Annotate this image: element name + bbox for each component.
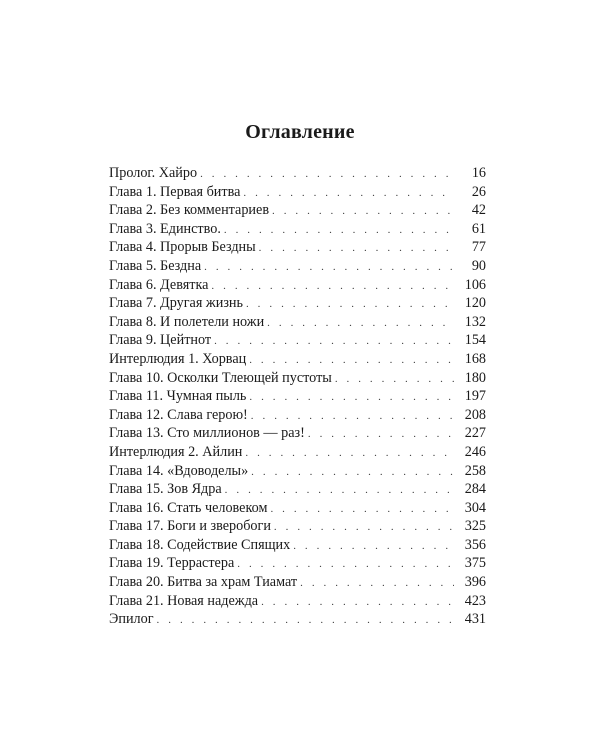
toc-entry-page: 132 [464, 313, 486, 330]
dot-leader [246, 295, 454, 314]
toc-entry-page: 61 [471, 220, 486, 237]
toc-entry-label: Глава 15. Зов Ядра [109, 481, 222, 498]
toc-entry-label: Глава 11. Чумная пыль [109, 388, 247, 405]
toc-entry [109, 554, 486, 573]
dot-leader [245, 444, 454, 463]
toc-entry-label: Глава 5. Бездна [109, 257, 202, 274]
toc-entry [109, 164, 486, 183]
dot-leader [293, 537, 454, 556]
toc-entry-page: 154 [464, 332, 486, 349]
toc-entry-label: Глава 6. Девятка [109, 276, 209, 293]
toc-entry [109, 350, 486, 369]
dot-leader [200, 165, 454, 184]
toc-entry [109, 573, 486, 592]
toc-entry [109, 462, 486, 481]
dot-leader [251, 463, 454, 482]
toc-entry-label: Интерлюдия 2. Айлин [109, 443, 243, 460]
toc-entry-page: 304 [464, 499, 486, 516]
toc-entry-page: 325 [464, 518, 486, 535]
toc-entry-label: Глава 18. Содействие Спящих [109, 536, 291, 553]
toc-entry-label: Глава 1. Первая битва [109, 183, 241, 200]
dot-leader [274, 518, 454, 537]
dot-leader [259, 239, 454, 258]
toc-entry-page: 168 [464, 350, 486, 367]
toc-entry-page: 197 [464, 388, 486, 405]
toc-entry-page: 208 [464, 406, 486, 423]
toc-entry-page: 258 [464, 462, 486, 479]
dot-leader [249, 351, 454, 370]
toc-entry-label: Глава 14. «Вдоводелы» [109, 462, 249, 479]
toc-entry-label: Глава 7. Другая жизнь [109, 295, 243, 312]
toc-entry-page: 180 [464, 369, 486, 386]
toc-entry-label: Глава 16. Стать человеком [109, 499, 268, 516]
dot-leader [204, 258, 454, 277]
dot-leader [237, 555, 454, 574]
toc-entry-label: Глава 20. Битва за храм Тиамат [109, 574, 298, 591]
toc-entry [109, 387, 486, 406]
toc-entry [109, 517, 486, 536]
toc-entry [109, 480, 486, 499]
toc-entry-label: Глава 8. И полетели ножи [109, 313, 265, 330]
toc-entry [109, 220, 486, 239]
toc-entry-page: 423 [464, 592, 486, 609]
toc-entry [109, 183, 486, 202]
toc-entry [109, 257, 486, 276]
toc-entry-page: 120 [464, 295, 486, 312]
dot-leader [267, 314, 454, 333]
toc-entry [109, 294, 486, 313]
dot-leader [211, 277, 454, 296]
dot-leader [225, 481, 454, 500]
dot-leader [272, 202, 454, 221]
toc-entry-page: 16 [471, 165, 486, 181]
dot-leader [335, 370, 454, 389]
page-title: Оглавление [245, 121, 355, 143]
toc-entry [109, 369, 486, 388]
toc-entry [109, 406, 486, 425]
toc-entry-label: Интерлюдия 1. Хорвац [109, 350, 247, 367]
dot-leader [224, 221, 454, 240]
toc-entry-page: 396 [464, 574, 486, 591]
toc-entry-label: Глава 3. Единство. [109, 220, 221, 237]
toc-entry [109, 276, 486, 295]
toc-entry-page: 90 [471, 257, 486, 274]
toc-entry-label: Пролог. Хайро [109, 165, 198, 181]
toc-entry-label: Эпилог [109, 611, 154, 628]
toc-entry-label: Глава 19. Террастера [109, 555, 235, 572]
dot-leader [270, 500, 454, 519]
dot-leader [261, 593, 454, 612]
toc-entry-page: 77 [471, 239, 486, 256]
toc-entry-page: 26 [471, 183, 486, 200]
toc-entry-label: Глава 10. Осколки Тлеющей пустоты [109, 369, 332, 386]
toc-entry-label: Глава 13. Сто миллионов — раз! [109, 425, 305, 442]
toc-entry-page: 227 [464, 425, 486, 442]
toc-entry-label: Глава 12. Слава герою! [109, 406, 248, 423]
toc-entry-label: Глава 2. Без комментариев [109, 202, 270, 219]
dot-leader [308, 425, 454, 444]
toc-entry-page: 246 [464, 443, 486, 460]
toc-entry [109, 201, 486, 220]
toc-entry-page: 284 [464, 481, 486, 498]
toc-entry [109, 424, 486, 443]
toc-entry [109, 331, 486, 350]
toc-entry [109, 536, 486, 555]
toc-entry-page: 375 [464, 555, 486, 572]
toc-entry-page: 42 [471, 202, 486, 219]
toc-entry-label: Глава 17. Боги и зверобоги [109, 518, 271, 535]
toc-entry-page: 106 [464, 276, 486, 293]
dot-leader [251, 407, 454, 426]
dot-leader [243, 184, 454, 203]
toc-entry [109, 313, 486, 332]
dot-leader [300, 574, 454, 593]
toc-entry-page: 431 [464, 611, 486, 628]
toc-entry [109, 592, 486, 611]
toc-entry-label: Глава 21. Новая надежда [109, 592, 259, 609]
toc-entry [109, 610, 486, 629]
toc-entry [109, 238, 486, 257]
dot-leader [214, 332, 454, 351]
dot-leader [249, 388, 454, 407]
table-of-contents [109, 164, 486, 629]
toc-entry-label: Глава 4. Прорыв Бездны [109, 239, 256, 256]
toc-entry [109, 443, 486, 462]
dot-leader [157, 611, 454, 630]
toc-entry [109, 499, 486, 518]
toc-entry-label: Глава 9. Цейтнот [109, 332, 212, 349]
toc-entry-page: 356 [464, 536, 486, 553]
